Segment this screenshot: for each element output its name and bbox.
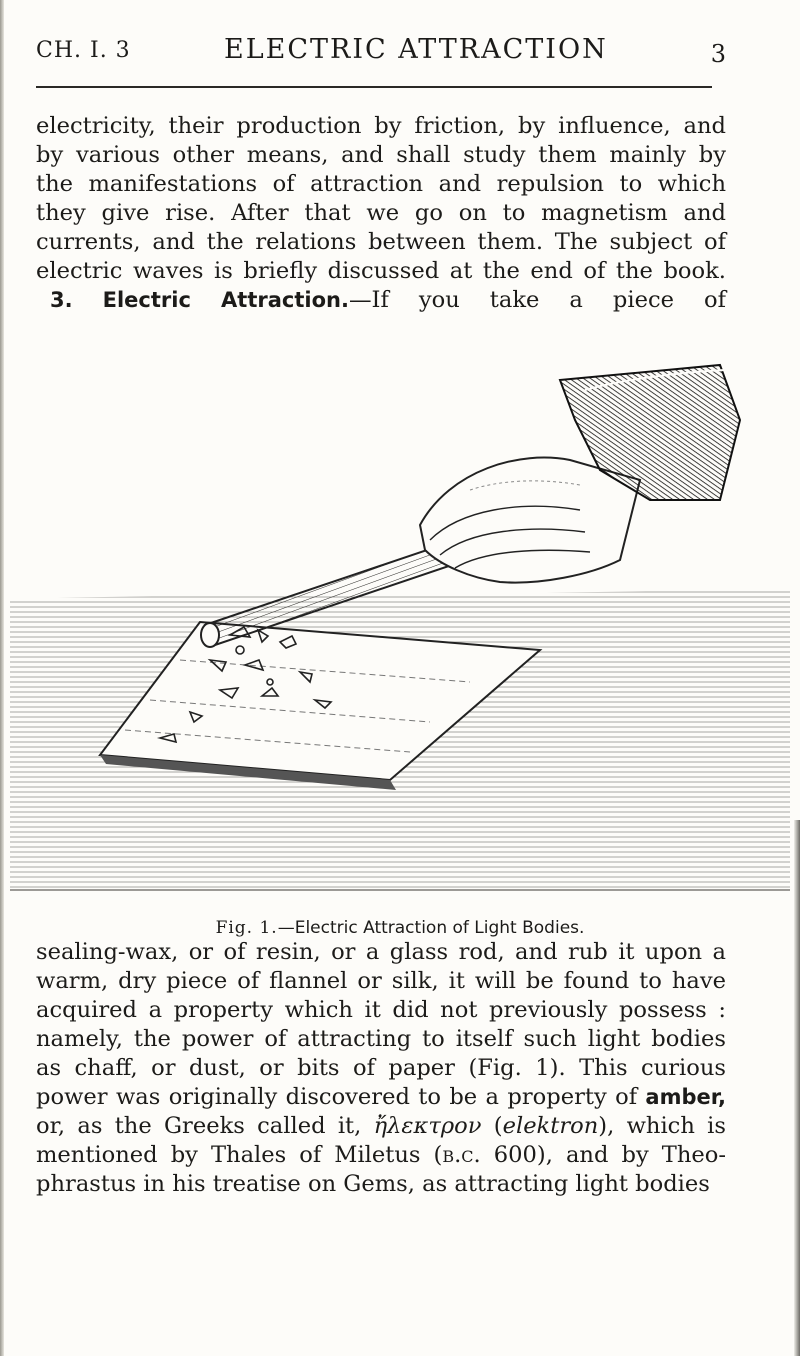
text-fragment: or, as the Greeks called it,	[36, 1113, 374, 1139]
text-line: namely, the power of attracting to itself such light bodies	[36, 1026, 726, 1052]
figure-electric-attraction	[0, 360, 800, 910]
italic-word: elektron	[502, 1113, 599, 1139]
text-fragment: (	[481, 1113, 503, 1139]
paragraph-intro	[36, 112, 726, 315]
text-line: the manifestations of attraction and repulsion to which	[36, 171, 726, 197]
text-line: warm, dry piece of flannel or silk, it will be found to have	[36, 968, 726, 994]
text-line: currents, and the relations between them. The subject of	[36, 229, 726, 255]
section-lead-text: —If you take a piece of	[348, 287, 727, 313]
text-line	[36, 1112, 726, 1141]
chapter-reference: CH. I. 3	[36, 38, 131, 63]
text-line: electricity, their production by friction, by influence, and	[36, 113, 726, 139]
text-line: phrastus in his treatise on Gems, as attracting light bodies	[36, 1171, 710, 1197]
emphasis-amber: amber,	[645, 1085, 726, 1109]
text-fragment: ), which is	[598, 1113, 726, 1139]
text-line: as chaff, or dust, or bits of paper (Fig. 1). This curious	[36, 1055, 726, 1081]
figure-caption	[0, 918, 800, 938]
figure-label: Fig. 1.	[215, 918, 278, 938]
text-line: acquired a property which it did not previously possess :	[36, 997, 726, 1023]
text-line: sealing-wax, or of resin, or a glass rod, and rub it upon a	[36, 939, 726, 965]
running-head	[36, 34, 726, 74]
header-rule	[36, 86, 712, 88]
paragraph-main	[36, 938, 726, 1199]
text-line: they give rise. After that we go on to magnetism and	[36, 200, 726, 226]
section-number: 3.	[50, 288, 73, 312]
text-line: electric waves is briefly discussed at the end of the book.	[36, 258, 726, 284]
text-line: by various other means, and shall study them mainly by	[36, 142, 726, 168]
text-fragment: mentioned by Thales of Miletus (	[36, 1142, 443, 1168]
page-number: 3	[710, 40, 726, 68]
figure-caption-text: —Electric Attraction of Light Bodies.	[277, 918, 585, 938]
small-caps-era: b.c.	[442, 1142, 481, 1168]
text-line	[36, 1141, 726, 1170]
section-heading-line	[36, 286, 726, 315]
text-fragment: power was originally discovered to be a property of	[36, 1084, 646, 1110]
page-title: ELECTRIC ATTRACTION	[224, 34, 608, 65]
text-line	[36, 1083, 726, 1112]
text-fragment: 600), and by Theo-	[480, 1142, 726, 1168]
section-title: Electric Attraction.	[102, 288, 349, 312]
hand	[420, 458, 640, 583]
greek-word: ἤλεκτρον	[373, 1113, 482, 1139]
